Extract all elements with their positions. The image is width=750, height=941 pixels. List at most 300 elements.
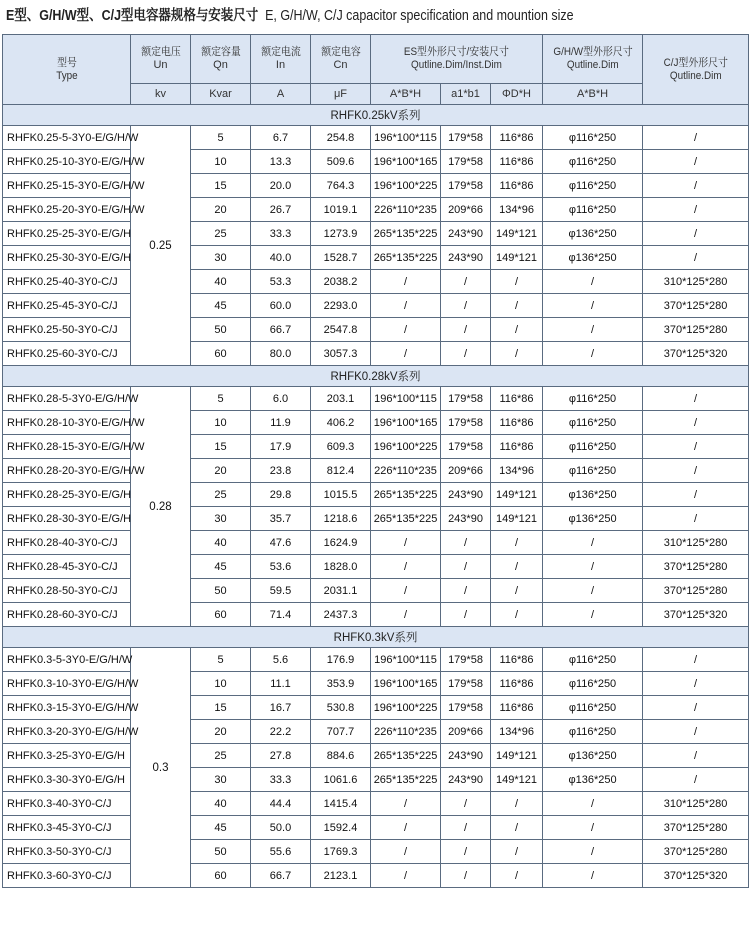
cell-es-dh: 116*86: [491, 435, 543, 459]
cell-type: RHFK0.3-40-3Y0-C/J: [3, 792, 131, 816]
cell-capacitance: 707.7: [311, 720, 371, 744]
cell-current: 50.0: [251, 816, 311, 840]
cell-es-dh: /: [491, 840, 543, 864]
cell-es-abh: /: [371, 555, 441, 579]
section-title: RHFK0.25kV系列: [3, 105, 749, 126]
cell-capacity: 15: [191, 435, 251, 459]
cell-es-dh: 149*121: [491, 483, 543, 507]
cell-capacity: 45: [191, 294, 251, 318]
cell-es-a1b1: 179*58: [441, 126, 491, 150]
header-row: [3, 35, 749, 84]
cell-es-abh: 226*110*235: [371, 198, 441, 222]
cell-capacity: 20: [191, 198, 251, 222]
header-capacitance: 额定电容 Cn: [311, 35, 371, 84]
cell-capacitance: 609.3: [311, 435, 371, 459]
table-row: [3, 126, 749, 150]
cell-current: 55.6: [251, 840, 311, 864]
cell-ghw-abh: /: [543, 603, 643, 627]
cell-es-dh: 134*96: [491, 198, 543, 222]
cell-type: RHFK0.3-10-3Y0-E/G/H/W: [3, 672, 131, 696]
cell-ghw-abh: /: [543, 579, 643, 603]
cell-capacitance: 2038.2: [311, 270, 371, 294]
cell-es-abh: 196*100*225: [371, 696, 441, 720]
cell-capacitance: 2547.8: [311, 318, 371, 342]
unit-es-dh: ΦD*H: [491, 84, 543, 105]
cell-type: RHFK0.28-40-3Y0-C/J: [3, 531, 131, 555]
cell-voltage: 0.25: [131, 126, 191, 366]
spec-table: [2, 34, 749, 888]
cell-ghw-abh: φ116*250: [543, 126, 643, 150]
cell-current: 44.4: [251, 792, 311, 816]
section-title: RHFK0.3kV系列: [3, 627, 749, 648]
cell-capacity: 40: [191, 270, 251, 294]
cell-es-dh: /: [491, 603, 543, 627]
cell-es-abh: 196*100*115: [371, 126, 441, 150]
cell-es-a1b1: 179*58: [441, 411, 491, 435]
table-row: [3, 555, 749, 579]
cell-capacitance: 203.1: [311, 387, 371, 411]
table-body: [3, 105, 749, 888]
cell-es-a1b1: 209*66: [441, 459, 491, 483]
cell-cj-dim: /: [643, 696, 749, 720]
cell-cj-dim: 370*125*320: [643, 342, 749, 366]
cell-es-dh: 116*86: [491, 174, 543, 198]
cell-es-abh: 265*135*225: [371, 222, 441, 246]
cell-capacity: 45: [191, 816, 251, 840]
cell-ghw-abh: φ116*250: [543, 720, 643, 744]
cell-type: RHFK0.28-30-3Y0-E/G/H: [3, 507, 131, 531]
cell-type: RHFK0.25-60-3Y0-C/J: [3, 342, 131, 366]
cell-capacitance: 1769.3: [311, 840, 371, 864]
cell-ghw-abh: φ136*250: [543, 222, 643, 246]
cell-capacitance: 509.6: [311, 150, 371, 174]
cell-capacity: 40: [191, 531, 251, 555]
cell-es-dh: /: [491, 555, 543, 579]
cell-es-a1b1: 243*90: [441, 768, 491, 792]
cell-current: 6.0: [251, 387, 311, 411]
cell-type: RHFK0.3-15-3Y0-E/G/H/W: [3, 696, 131, 720]
cell-cj-dim: /: [643, 174, 749, 198]
cell-type: RHFK0.3-5-3Y0-E/G/H/W: [3, 648, 131, 672]
cell-es-abh: /: [371, 342, 441, 366]
cell-type: RHFK0.28-20-3Y0-E/G/H/W: [3, 459, 131, 483]
cell-capacitance: 530.8: [311, 696, 371, 720]
cell-es-dh: 149*121: [491, 744, 543, 768]
section-title: RHFK0.28kV系列: [3, 366, 749, 387]
cell-current: 66.7: [251, 318, 311, 342]
cell-es-a1b1: /: [441, 792, 491, 816]
table-row: [3, 720, 749, 744]
cell-current: 23.8: [251, 459, 311, 483]
cell-es-dh: 116*86: [491, 696, 543, 720]
table-row: [3, 294, 749, 318]
cell-type: RHFK0.25-10-3Y0-E/G/H/W: [3, 150, 131, 174]
table-row: [3, 648, 749, 672]
cell-type: RHFK0.28-60-3Y0-C/J: [3, 603, 131, 627]
header-cj-dim: C/J型外形尺寸 Qutline.Dim: [643, 35, 749, 105]
cell-es-abh: 265*135*225: [371, 507, 441, 531]
cell-es-a1b1: 243*90: [441, 222, 491, 246]
cell-capacity: 50: [191, 579, 251, 603]
cell-es-abh: /: [371, 531, 441, 555]
cell-es-a1b1: /: [441, 531, 491, 555]
cell-es-a1b1: 179*58: [441, 435, 491, 459]
cell-es-a1b1: /: [441, 318, 491, 342]
cell-es-abh: /: [371, 840, 441, 864]
cell-es-abh: /: [371, 270, 441, 294]
cell-type: RHFK0.25-40-3Y0-C/J: [3, 270, 131, 294]
unit-capacity: Kvar: [191, 84, 251, 105]
cell-current: 27.8: [251, 744, 311, 768]
header-ghw-dim: G/H/W型外形尺寸 Qutline.Dim: [543, 35, 643, 84]
cell-cj-dim: 370*125*280: [643, 840, 749, 864]
cell-ghw-abh: /: [543, 816, 643, 840]
cell-cj-dim: 310*125*280: [643, 270, 749, 294]
cell-es-a1b1: /: [441, 816, 491, 840]
cell-capacity: 30: [191, 246, 251, 270]
table-row: [3, 864, 749, 888]
cell-voltage: 0.3: [131, 648, 191, 888]
cell-es-abh: /: [371, 318, 441, 342]
cell-capacity: 15: [191, 696, 251, 720]
cell-es-a1b1: /: [441, 342, 491, 366]
cell-cj-dim: /: [643, 768, 749, 792]
cell-es-abh: 196*100*225: [371, 435, 441, 459]
cell-capacity: 5: [191, 648, 251, 672]
cell-es-a1b1: 209*66: [441, 720, 491, 744]
cell-current: 80.0: [251, 342, 311, 366]
cell-es-a1b1: 179*58: [441, 174, 491, 198]
cell-ghw-abh: /: [543, 531, 643, 555]
table-row: [3, 840, 749, 864]
table-row: [3, 435, 749, 459]
cell-capacitance: 1415.4: [311, 792, 371, 816]
cell-capacitance: 2293.0: [311, 294, 371, 318]
header-type: 型号 Type: [3, 35, 131, 105]
cell-capacitance: 1015.5: [311, 483, 371, 507]
cell-es-a1b1: /: [441, 603, 491, 627]
cell-type: RHFK0.25-45-3Y0-C/J: [3, 294, 131, 318]
header-voltage: 额定电压 Un: [131, 35, 191, 84]
cell-capacitance: 1273.9: [311, 222, 371, 246]
cell-current: 11.9: [251, 411, 311, 435]
unit-ghw-abh: A*B*H: [543, 84, 643, 105]
cell-capacitance: 406.2: [311, 411, 371, 435]
header-es-dim: ES型外形尺寸/安装尺寸 Qutline.Dim/Inst.Dim: [371, 35, 543, 84]
cell-type: RHFK0.25-5-3Y0-E/G/H/W: [3, 126, 131, 150]
cell-cj-dim: 370*125*280: [643, 816, 749, 840]
section-header-row: [3, 627, 749, 648]
cell-es-abh: 265*135*225: [371, 768, 441, 792]
cell-ghw-abh: φ116*250: [543, 411, 643, 435]
cell-type: RHFK0.3-30-3Y0-E/G/H: [3, 768, 131, 792]
cell-es-abh: 226*110*235: [371, 720, 441, 744]
section-header-row: [3, 105, 749, 126]
unit-capacitance: μF: [311, 84, 371, 105]
cell-cj-dim: 370*125*320: [643, 864, 749, 888]
cell-es-a1b1: /: [441, 294, 491, 318]
cell-capacity: 30: [191, 507, 251, 531]
cell-es-a1b1: 209*66: [441, 198, 491, 222]
cell-ghw-abh: φ116*250: [543, 459, 643, 483]
cell-capacity: 20: [191, 459, 251, 483]
cell-ghw-abh: φ116*250: [543, 696, 643, 720]
cell-current: 6.7: [251, 126, 311, 150]
cell-capacitance: 2031.1: [311, 579, 371, 603]
cell-es-a1b1: /: [441, 555, 491, 579]
cell-capacity: 50: [191, 840, 251, 864]
cell-current: 11.1: [251, 672, 311, 696]
cell-capacity: 30: [191, 768, 251, 792]
cell-cj-dim: 370*125*320: [643, 603, 749, 627]
cell-es-a1b1: /: [441, 864, 491, 888]
cell-es-abh: 196*100*115: [371, 387, 441, 411]
cell-capacitance: 1528.7: [311, 246, 371, 270]
cell-es-abh: 265*135*225: [371, 483, 441, 507]
cell-current: 47.6: [251, 531, 311, 555]
cell-capacity: 60: [191, 342, 251, 366]
cell-cj-dim: /: [643, 672, 749, 696]
cell-capacitance: 884.6: [311, 744, 371, 768]
cell-es-a1b1: 179*58: [441, 150, 491, 174]
cell-capacity: 10: [191, 672, 251, 696]
cell-current: 53.3: [251, 270, 311, 294]
cell-cj-dim: /: [643, 126, 749, 150]
cell-capacity: 60: [191, 864, 251, 888]
cell-cj-dim: 370*125*280: [643, 318, 749, 342]
cell-ghw-abh: /: [543, 840, 643, 864]
cell-ghw-abh: φ116*250: [543, 198, 643, 222]
cell-capacity: 40: [191, 792, 251, 816]
cell-capacitance: 2123.1: [311, 864, 371, 888]
cell-es-dh: /: [491, 270, 543, 294]
cell-capacity: 50: [191, 318, 251, 342]
cell-es-a1b1: /: [441, 579, 491, 603]
cell-es-abh: 196*100*165: [371, 672, 441, 696]
cell-capacity: 15: [191, 174, 251, 198]
cell-type: RHFK0.3-60-3Y0-C/J: [3, 864, 131, 888]
cell-voltage: 0.28: [131, 387, 191, 627]
cell-es-dh: 116*86: [491, 411, 543, 435]
cell-capacitance: 1218.6: [311, 507, 371, 531]
cell-es-a1b1: 243*90: [441, 246, 491, 270]
cell-current: 33.3: [251, 222, 311, 246]
table-row: [3, 387, 749, 411]
cell-capacity: 10: [191, 150, 251, 174]
cell-cj-dim: /: [643, 198, 749, 222]
cell-es-abh: /: [371, 816, 441, 840]
cell-capacitance: 254.8: [311, 126, 371, 150]
cell-type: RHFK0.25-25-3Y0-E/G/H: [3, 222, 131, 246]
cell-es-dh: /: [491, 816, 543, 840]
cell-es-dh: 149*121: [491, 222, 543, 246]
cell-es-dh: 116*86: [491, 126, 543, 150]
cell-capacitance: 764.3: [311, 174, 371, 198]
cell-ghw-abh: φ136*250: [543, 483, 643, 507]
cell-es-dh: 116*86: [491, 387, 543, 411]
table-row: [3, 342, 749, 366]
cell-es-abh: 196*100*165: [371, 411, 441, 435]
cell-es-abh: 265*135*225: [371, 744, 441, 768]
cell-es-dh: /: [491, 792, 543, 816]
cell-es-abh: 196*100*225: [371, 174, 441, 198]
cell-capacity: 25: [191, 483, 251, 507]
table-row: [3, 672, 749, 696]
cell-current: 16.7: [251, 696, 311, 720]
cell-type: RHFK0.25-50-3Y0-C/J: [3, 318, 131, 342]
cell-ghw-abh: φ116*250: [543, 150, 643, 174]
cell-es-a1b1: 243*90: [441, 744, 491, 768]
header-capacity: 额定容量 Qn: [191, 35, 251, 84]
cell-current: 17.9: [251, 435, 311, 459]
cell-cj-dim: /: [643, 720, 749, 744]
cell-es-abh: /: [371, 579, 441, 603]
cell-current: 66.7: [251, 864, 311, 888]
title-en: E, G/H/W, C/J capacitor specification and mountion size: [265, 8, 574, 24]
cell-capacity: 25: [191, 744, 251, 768]
cell-capacity: 10: [191, 411, 251, 435]
cell-es-a1b1: 179*58: [441, 387, 491, 411]
cell-capacitance: 1019.1: [311, 198, 371, 222]
cell-cj-dim: /: [643, 246, 749, 270]
cell-cj-dim: /: [643, 150, 749, 174]
title-cn: E型、G/H/W型、C/J型电容器规格与安装尺寸: [6, 8, 259, 24]
cell-cj-dim: /: [643, 387, 749, 411]
cell-type: RHFK0.28-10-3Y0-E/G/H/W: [3, 411, 131, 435]
cell-es-a1b1: 179*58: [441, 696, 491, 720]
cell-es-a1b1: /: [441, 840, 491, 864]
cell-es-abh: /: [371, 792, 441, 816]
table-row: [3, 150, 749, 174]
cell-es-dh: 149*121: [491, 768, 543, 792]
cell-cj-dim: 370*125*280: [643, 555, 749, 579]
cell-current: 13.3: [251, 150, 311, 174]
cell-es-abh: 226*110*235: [371, 459, 441, 483]
cell-cj-dim: 310*125*280: [643, 531, 749, 555]
table-row: [3, 198, 749, 222]
table-row: [3, 696, 749, 720]
cell-ghw-abh: /: [543, 270, 643, 294]
cell-capacity: 20: [191, 720, 251, 744]
cell-capacitance: 812.4: [311, 459, 371, 483]
cell-type: RHFK0.28-5-3Y0-E/G/H/W: [3, 387, 131, 411]
cell-es-abh: /: [371, 294, 441, 318]
cell-cj-dim: /: [643, 483, 749, 507]
cell-es-a1b1: 179*58: [441, 648, 491, 672]
cell-current: 59.5: [251, 579, 311, 603]
table-row: [3, 270, 749, 294]
cell-current: 40.0: [251, 246, 311, 270]
cell-capacitance: 3057.3: [311, 342, 371, 366]
cell-ghw-abh: /: [543, 342, 643, 366]
cell-current: 53.6: [251, 555, 311, 579]
page-title: [6, 4, 574, 28]
table-row: [3, 744, 749, 768]
table-row: [3, 246, 749, 270]
table-row: [3, 816, 749, 840]
cell-ghw-abh: /: [543, 864, 643, 888]
table-row: [3, 792, 749, 816]
cell-capacitance: 1592.4: [311, 816, 371, 840]
cell-capacitance: 1061.6: [311, 768, 371, 792]
cell-ghw-abh: φ116*250: [543, 672, 643, 696]
cell-es-a1b1: 243*90: [441, 507, 491, 531]
cell-type: RHFK0.28-15-3Y0-E/G/H/W: [3, 435, 131, 459]
cell-es-dh: /: [491, 318, 543, 342]
cell-ghw-abh: /: [543, 318, 643, 342]
cell-current: 29.8: [251, 483, 311, 507]
cell-ghw-abh: φ116*250: [543, 648, 643, 672]
cell-ghw-abh: φ136*250: [543, 246, 643, 270]
cell-type: RHFK0.28-25-3Y0-E/G/H: [3, 483, 131, 507]
cell-es-dh: 116*86: [491, 672, 543, 696]
cell-cj-dim: /: [643, 459, 749, 483]
table-row: [3, 222, 749, 246]
table-row: [3, 603, 749, 627]
cell-current: 26.7: [251, 198, 311, 222]
table-row: [3, 483, 749, 507]
cell-capacity: 60: [191, 603, 251, 627]
cell-current: 20.0: [251, 174, 311, 198]
cell-current: 33.3: [251, 768, 311, 792]
table-row: [3, 579, 749, 603]
cell-es-dh: /: [491, 294, 543, 318]
cell-ghw-abh: /: [543, 294, 643, 318]
cell-ghw-abh: φ136*250: [543, 744, 643, 768]
cell-ghw-abh: /: [543, 555, 643, 579]
cell-es-dh: 149*121: [491, 246, 543, 270]
cell-es-abh: /: [371, 864, 441, 888]
cell-capacity: 25: [191, 222, 251, 246]
cell-capacity: 5: [191, 387, 251, 411]
table-row: [3, 531, 749, 555]
cell-es-abh: 196*100*165: [371, 150, 441, 174]
cell-es-a1b1: 243*90: [441, 483, 491, 507]
cell-es-abh: 265*135*225: [371, 246, 441, 270]
unit-voltage: kv: [131, 84, 191, 105]
cell-capacitance: 176.9: [311, 648, 371, 672]
section-header-row: [3, 366, 749, 387]
cell-ghw-abh: φ116*250: [543, 174, 643, 198]
table-row: [3, 174, 749, 198]
cell-type: RHFK0.3-25-3Y0-E/G/H: [3, 744, 131, 768]
cell-type: RHFK0.3-50-3Y0-C/J: [3, 840, 131, 864]
cell-current: 35.7: [251, 507, 311, 531]
cell-es-abh: /: [371, 603, 441, 627]
cell-es-a1b1: /: [441, 270, 491, 294]
cell-type: RHFK0.25-20-3Y0-E/G/H/W: [3, 198, 131, 222]
cell-ghw-abh: φ116*250: [543, 435, 643, 459]
cell-es-dh: /: [491, 531, 543, 555]
cell-cj-dim: /: [643, 744, 749, 768]
cell-type: RHFK0.28-45-3Y0-C/J: [3, 555, 131, 579]
cell-current: 71.4: [251, 603, 311, 627]
cell-type: RHFK0.28-50-3Y0-C/J: [3, 579, 131, 603]
cell-ghw-abh: /: [543, 792, 643, 816]
cell-es-dh: 134*96: [491, 720, 543, 744]
cell-capacitance: 1828.0: [311, 555, 371, 579]
cell-capacitance: 353.9: [311, 672, 371, 696]
cell-current: 60.0: [251, 294, 311, 318]
cell-cj-dim: 370*125*280: [643, 579, 749, 603]
cell-cj-dim: /: [643, 411, 749, 435]
cell-capacity: 5: [191, 126, 251, 150]
cell-ghw-abh: φ136*250: [543, 768, 643, 792]
cell-ghw-abh: φ116*250: [543, 387, 643, 411]
cell-es-dh: 116*86: [491, 150, 543, 174]
unit-es-a1b1: a1*b1: [441, 84, 491, 105]
cell-capacity: 45: [191, 555, 251, 579]
